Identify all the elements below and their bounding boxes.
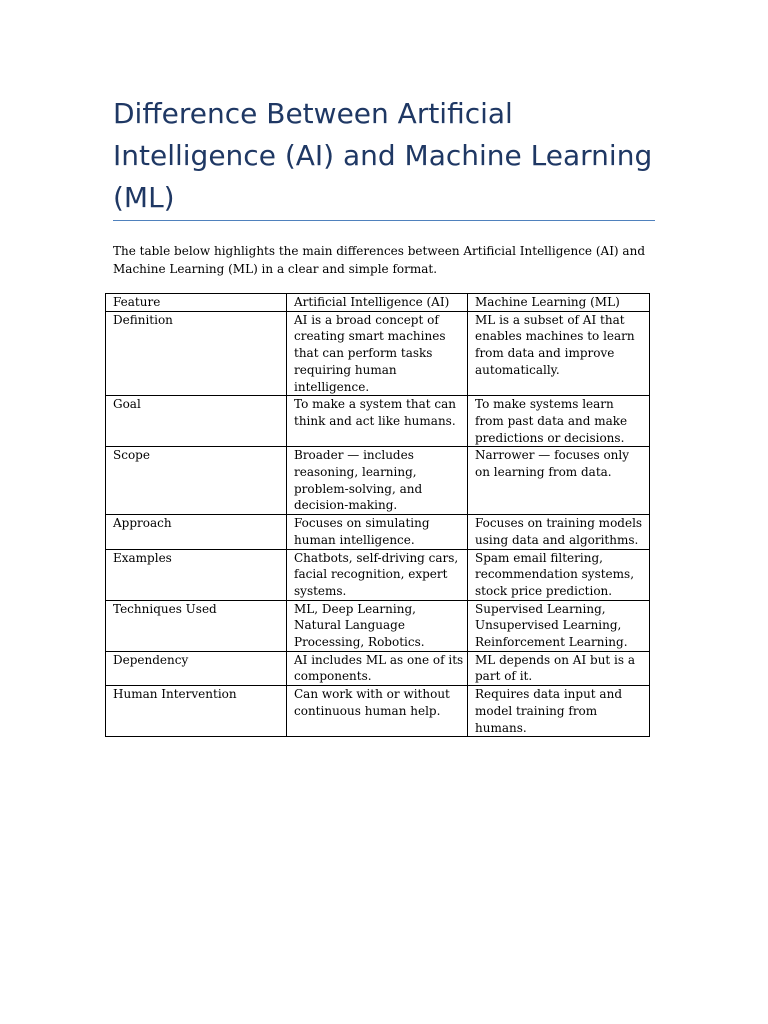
table-row: [106, 600, 650, 651]
ml-cell: To make systems learn from past data and make predictions or decisions.: [468, 396, 650, 447]
title-underline: [113, 220, 655, 221]
ml-cell: Requires data input and model training from humans.: [468, 686, 650, 737]
ml-cell: Supervised Learning, Unsupervised Learning, Reinforcement Learning.: [468, 600, 650, 651]
header-ml: Machine Learning (ML): [468, 294, 650, 312]
ml-cell: Focuses on training models using data and algorithms.: [468, 515, 650, 549]
feature-cell: Goal: [106, 396, 287, 447]
comparison-table: [105, 293, 650, 737]
ml-cell: Narrower — focuses only on learning from data.: [468, 447, 650, 515]
document-title: Difference Between Artificial Intelligence (AI) and Machine Learning (ML): [113, 97, 653, 214]
ml-cell: Spam email filtering, recommendation systems, stock price prediction.: [468, 549, 650, 600]
table-header-row: [106, 294, 650, 312]
header-ai: Artificial Intelligence (AI): [287, 294, 468, 312]
ml-cell: ML is a subset of AI that enables machines to learn from data and improve automatically.: [468, 311, 650, 396]
feature-cell: Human Intervention: [106, 686, 287, 737]
feature-cell: Dependency: [106, 651, 287, 685]
feature-cell: Definition: [106, 311, 287, 396]
feature-cell: Techniques Used: [106, 600, 287, 651]
ai-cell: Broader — includes reasoning, learning, problem-solving, and decision-making.: [287, 447, 468, 515]
header-feature: Feature: [106, 294, 287, 312]
ai-cell: ML, Deep Learning, Natural Language Processing, Robotics.: [287, 600, 468, 651]
ai-cell: AI is a broad concept of creating smart machines that can perform tasks requiring human intelligence.: [287, 311, 468, 396]
table-row: [106, 651, 650, 685]
ai-cell: AI includes ML as one of its components.: [287, 651, 468, 685]
table-row: [106, 515, 650, 549]
table-row: [106, 549, 650, 600]
table-row: [106, 311, 650, 396]
feature-cell: Approach: [106, 515, 287, 549]
table-row: [106, 447, 650, 515]
ml-cell: ML depends on AI but is a part of it.: [468, 651, 650, 685]
ai-cell: Focuses on simulating human intelligence.: [287, 515, 468, 549]
intro-paragraph: The table below highlights the main differences between Artificial Intelligence (AI) and Machine Learning (ML) in a clear and simple format.: [113, 244, 645, 276]
ai-cell: Can work with or without continuous human help.: [287, 686, 468, 737]
feature-cell: Examples: [106, 549, 287, 600]
ai-cell: To make a system that can think and act like humans.: [287, 396, 468, 447]
table-row: [106, 396, 650, 447]
ai-cell: Chatbots, self-driving cars, facial recognition, expert systems.: [287, 549, 468, 600]
feature-cell: Scope: [106, 447, 287, 515]
table-row: [106, 686, 650, 737]
